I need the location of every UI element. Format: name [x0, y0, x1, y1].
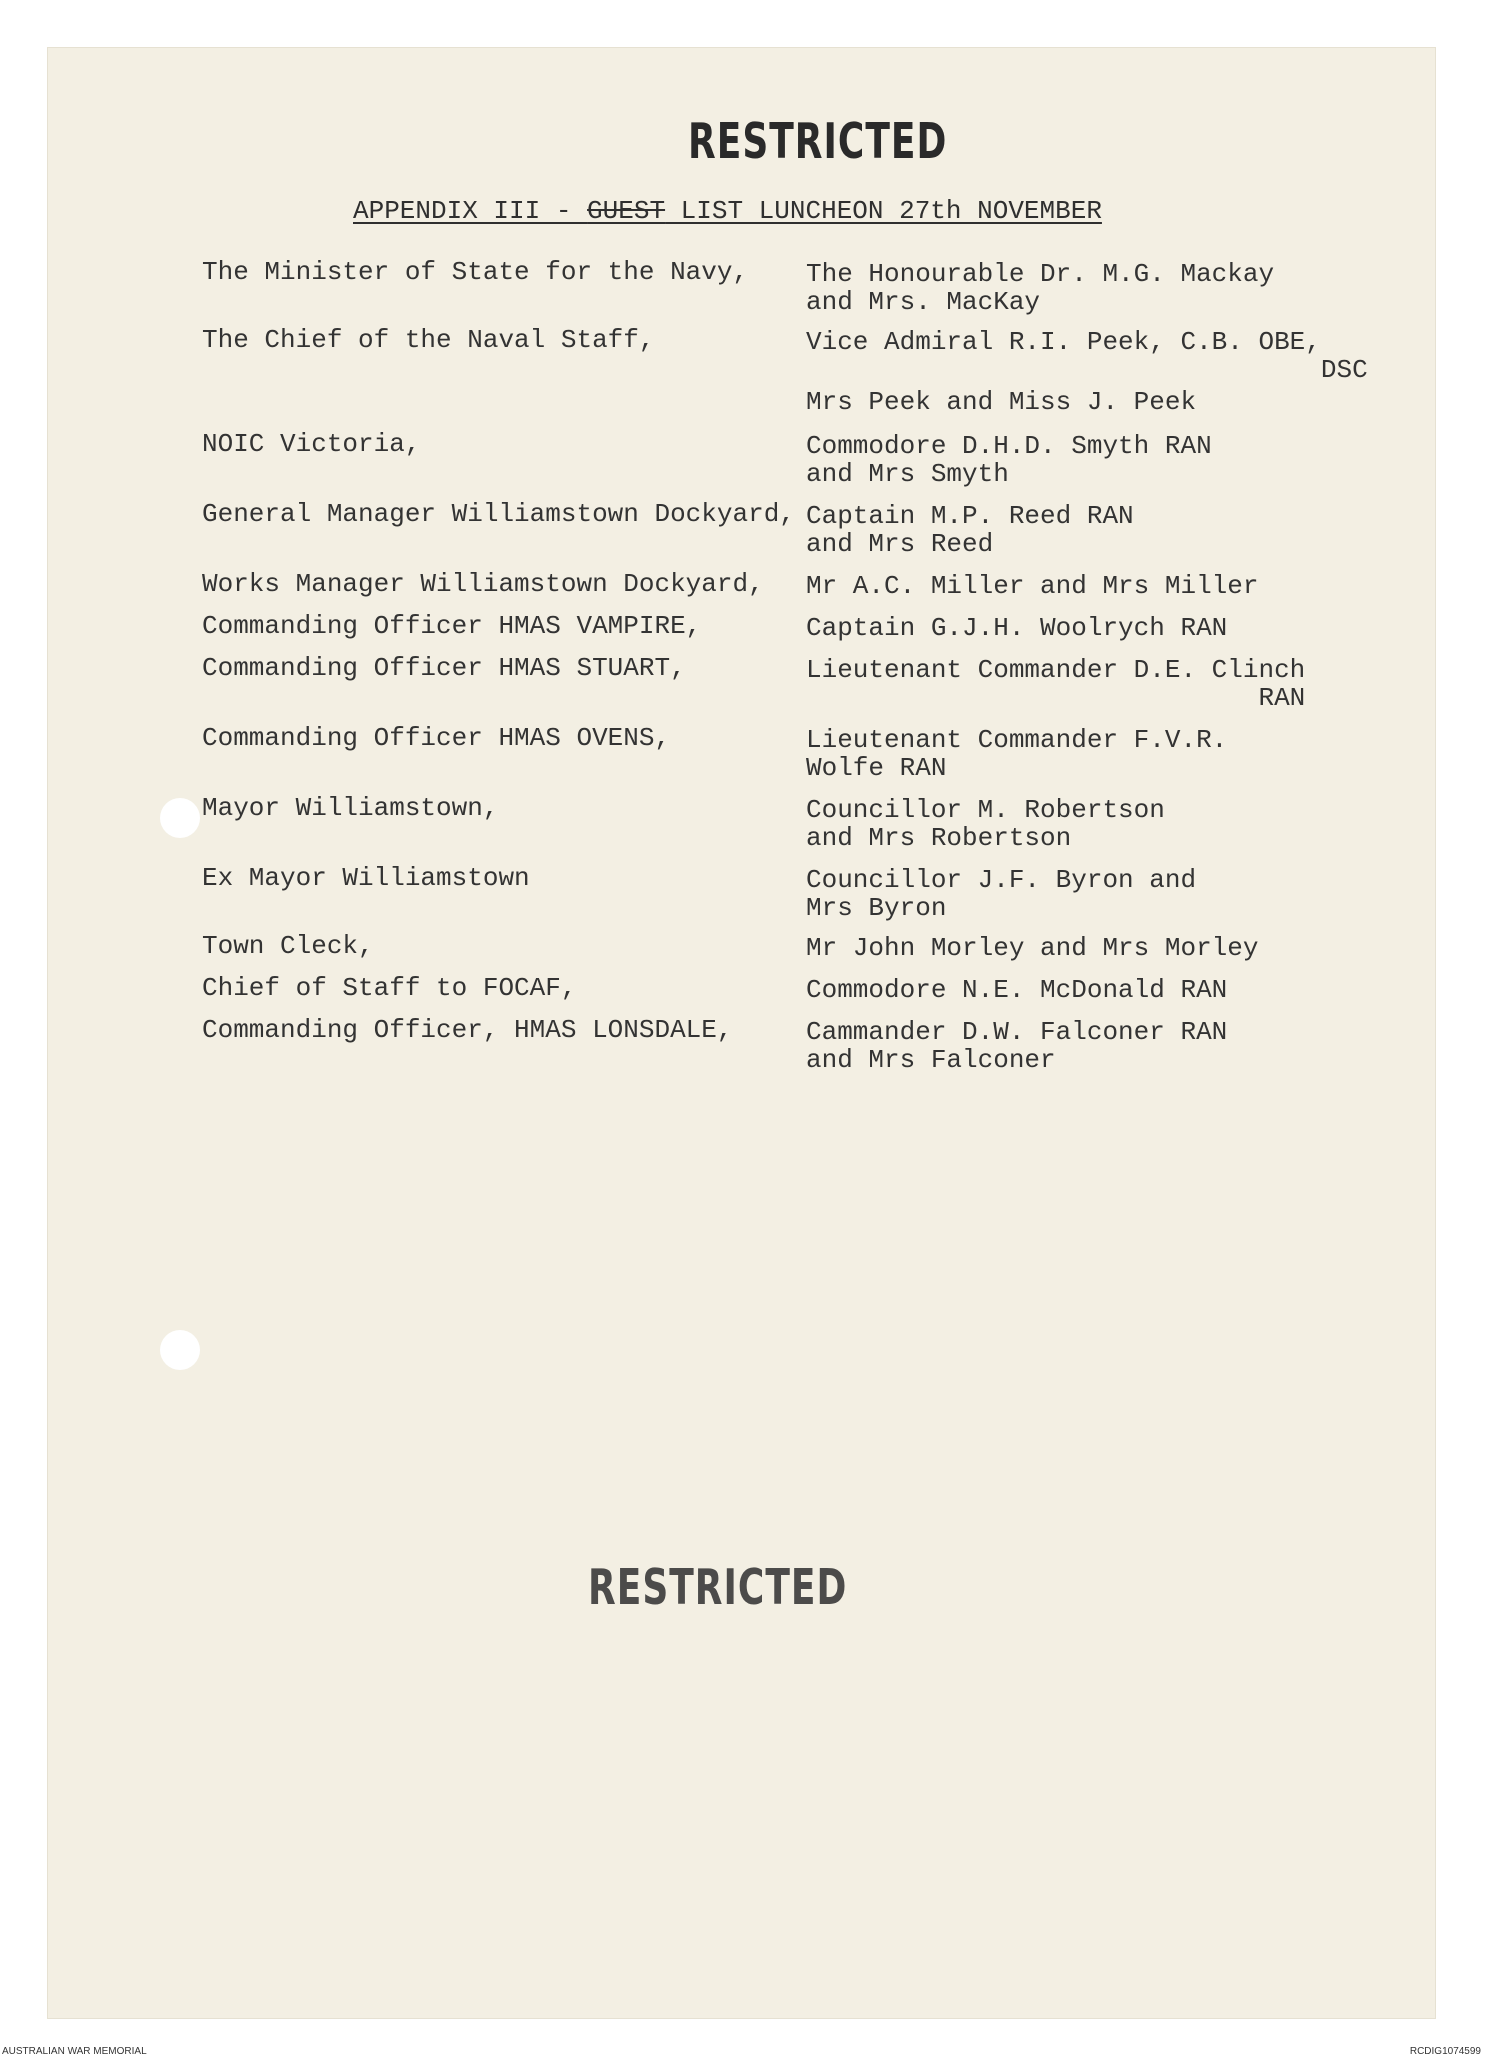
- guest-name: Cammander D.W. Falconer RAN and Mrs Falconer: [806, 1017, 1228, 1075]
- guest-name: Mrs Peek and Miss J. Peek: [806, 387, 1197, 417]
- guest-name: Commodore N.E. McDonald RAN: [806, 975, 1228, 1005]
- guest-office: General Manager Williamstown Dockyard,: [202, 499, 795, 529]
- guest-name: Captain M.P. Reed RAN and Mrs Reed: [806, 501, 1134, 559]
- page-heading: [353, 196, 1102, 226]
- restricted-stamp-top: RESTRICTED: [688, 114, 948, 171]
- guest-office: Commanding Officer HMAS OVENS,: [202, 723, 671, 753]
- guest-office: Ex Mayor Williamstown: [202, 863, 530, 893]
- guest-name: Lieutenant Commander D.E. Clinch RAN: [806, 655, 1306, 713]
- guest-office: NOIC Victoria,: [202, 429, 421, 459]
- guest-office: Works Manager Williamstown Dockyard,: [202, 569, 764, 599]
- heading-part2: LIST LUNCHEON 27th NOVEMBER: [665, 196, 1102, 226]
- guest-office: Commanding Officer, HMAS LONSDALE,: [202, 1015, 733, 1045]
- heading-struck-word: GUEST: [587, 196, 666, 226]
- document-page: [48, 48, 1435, 2018]
- guest-name: Councillor M. Robertson and Mrs Robertson: [806, 795, 1165, 853]
- footer-credit: AUSTRALIAN WAR MEMORIAL: [2, 2046, 147, 2057]
- guest-office: Commanding Officer HMAS VAMPIRE,: [202, 611, 702, 641]
- guest-office: The Minister of State for the Navy,: [202, 257, 749, 287]
- guest-office: The Chief of the Naval Staff,: [202, 325, 655, 355]
- guest-name: Mr John Morley and Mrs Morley: [806, 933, 1259, 963]
- restricted-stamp-bottom: RESTRICTED: [588, 1560, 848, 1617]
- guest-office: Town Cleck,: [202, 931, 374, 961]
- guest-office: Commanding Officer HMAS STUART,: [202, 653, 686, 683]
- guest-name: Vice Admiral R.I. Peek, C.B. OBE, DSC: [806, 327, 1368, 385]
- guest-name: Commodore D.H.D. Smyth RAN and Mrs Smyth: [806, 431, 1212, 489]
- guest-office: Chief of Staff to FOCAF,: [202, 973, 577, 1003]
- guest-name: Mr A.C. Miller and Mrs Miller: [806, 571, 1259, 601]
- guest-name: Captain G.J.H. Woolrych RAN: [806, 613, 1228, 643]
- guest-name: Lieutenant Commander F.V.R. Wolfe RAN: [806, 725, 1228, 783]
- footer-reference: RCDIG1074599: [1409, 2046, 1481, 2057]
- heading-part1: APPENDIX III -: [353, 196, 588, 226]
- guest-office: Mayor Williamstown,: [202, 793, 499, 823]
- guest-name: Councillor J.F. Byron and Mrs Byron: [806, 865, 1197, 923]
- punch-hole: [160, 798, 200, 838]
- punch-hole: [160, 1330, 200, 1370]
- guest-name: The Honourable Dr. M.G. Mackay and Mrs. MacKay: [806, 259, 1275, 317]
